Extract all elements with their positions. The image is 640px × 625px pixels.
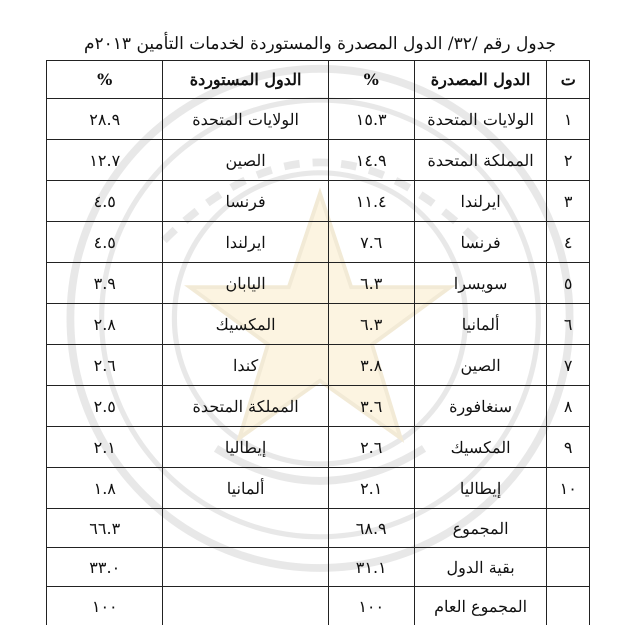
- summary-row: [47, 587, 590, 625]
- importer-pct: ١.٨: [47, 468, 163, 509]
- exporter-pct: ١٥.٣: [328, 99, 414, 140]
- row-index: ١: [547, 99, 590, 140]
- header-index: ت: [547, 61, 590, 99]
- row-index: ٣: [547, 181, 590, 222]
- header-importing-pct: %: [47, 61, 163, 99]
- importer-pct: ٤.٥: [47, 222, 163, 263]
- importer-pct: ٤.٥: [47, 181, 163, 222]
- exporter-pct: ٣.٨: [328, 345, 414, 386]
- importer-pct: ٢.٦: [47, 345, 163, 386]
- row-index: ٦: [547, 304, 590, 345]
- summary-importer-pct: ٦٦.٣: [47, 509, 163, 548]
- summary-importer-pct: ٣٣.٠: [47, 548, 163, 587]
- table-row: [47, 181, 590, 222]
- row-index: ٢: [547, 140, 590, 181]
- exporter-country: ألمانيا: [414, 304, 547, 345]
- importer-country: إيطاليا: [163, 427, 328, 468]
- exporter-country: سنغافورة: [414, 386, 547, 427]
- importer-pct: ٢.١: [47, 427, 163, 468]
- row-index: ٧: [547, 345, 590, 386]
- table-row: [47, 263, 590, 304]
- table-row: [47, 468, 590, 509]
- importer-pct: ٣.٩: [47, 263, 163, 304]
- importer-country: اليابان: [163, 263, 328, 304]
- summary-exporter-pct: ٣١.١: [328, 548, 414, 587]
- exporter-country: المكسيك: [414, 427, 547, 468]
- importer-pct: ٢.٥: [47, 386, 163, 427]
- importer-pct: ٢.٨: [47, 304, 163, 345]
- importer-country: المملكة المتحدة: [163, 386, 328, 427]
- header-exporting: الدول المصدرة: [414, 61, 547, 99]
- importer-country: كندا: [163, 345, 328, 386]
- summary-index-blank: [547, 509, 590, 548]
- summary-exporter-pct: ١٠٠: [328, 587, 414, 625]
- exporter-country: سويسرا: [414, 263, 547, 304]
- summary-label: بقية الدول: [414, 548, 547, 587]
- summary-importer-pct: ١٠٠: [47, 587, 163, 625]
- exporter-country: الولايات المتحدة: [414, 99, 547, 140]
- row-index: ٩: [547, 427, 590, 468]
- exporter-pct: ٦.٣: [328, 304, 414, 345]
- exporter-pct: ٣.٦: [328, 386, 414, 427]
- exporter-pct: ١٤.٩: [328, 140, 414, 181]
- exporter-pct: ٢.٦: [328, 427, 414, 468]
- exporter-country: إيطاليا: [414, 468, 547, 509]
- table-row: [47, 345, 590, 386]
- row-index: ١٠: [547, 468, 590, 509]
- summary-importer-blank: [163, 548, 328, 587]
- summary-index-blank: [547, 548, 590, 587]
- row-index: ٥: [547, 263, 590, 304]
- row-index: ٨: [547, 386, 590, 427]
- table-row: [47, 99, 590, 140]
- importer-country: الولايات المتحدة: [163, 99, 328, 140]
- table-row: [47, 140, 590, 181]
- row-index: ٤: [547, 222, 590, 263]
- importer-country: فرنسا: [163, 181, 328, 222]
- summary-label: المجموع العام: [414, 587, 547, 625]
- exporter-pct: ٧.٦: [328, 222, 414, 263]
- exporter-country: الصين: [414, 345, 547, 386]
- table-row: [47, 222, 590, 263]
- importer-country: ألمانيا: [163, 468, 328, 509]
- insurance-trade-table: [46, 60, 590, 625]
- table-row: [47, 304, 590, 345]
- exporter-country: فرنسا: [414, 222, 547, 263]
- header-row: [47, 61, 590, 99]
- importer-country: المكسيك: [163, 304, 328, 345]
- exporter-country: المملكة المتحدة: [414, 140, 547, 181]
- summary-row: [47, 548, 590, 587]
- summary-row: [47, 509, 590, 548]
- summary-importer-blank: [163, 509, 328, 548]
- exporter-pct: ١١.٤: [328, 181, 414, 222]
- exporter-country: ايرلندا: [414, 181, 547, 222]
- summary-importer-blank: [163, 587, 328, 625]
- importer-country: ايرلندا: [163, 222, 328, 263]
- summary-exporter-pct: ٦٨.٩: [328, 509, 414, 548]
- importer-pct: ١٢.٧: [47, 140, 163, 181]
- summary-label: المجموع: [414, 509, 547, 548]
- header-importing: الدول المستوردة: [163, 61, 328, 99]
- summary-index-blank: [547, 587, 590, 625]
- header-exporting-pct: %: [328, 61, 414, 99]
- exporter-pct: ٦.٣: [328, 263, 414, 304]
- table-row: [47, 427, 590, 468]
- table-caption: جدول رقم /٣٢/ الدول المصدرة والمستوردة لخدمات التأمين ٢٠١٣م: [0, 34, 640, 54]
- importer-pct: ٢٨.٩: [47, 99, 163, 140]
- exporter-pct: ٢.١: [328, 468, 414, 509]
- table-row: [47, 386, 590, 427]
- importer-country: الصين: [163, 140, 328, 181]
